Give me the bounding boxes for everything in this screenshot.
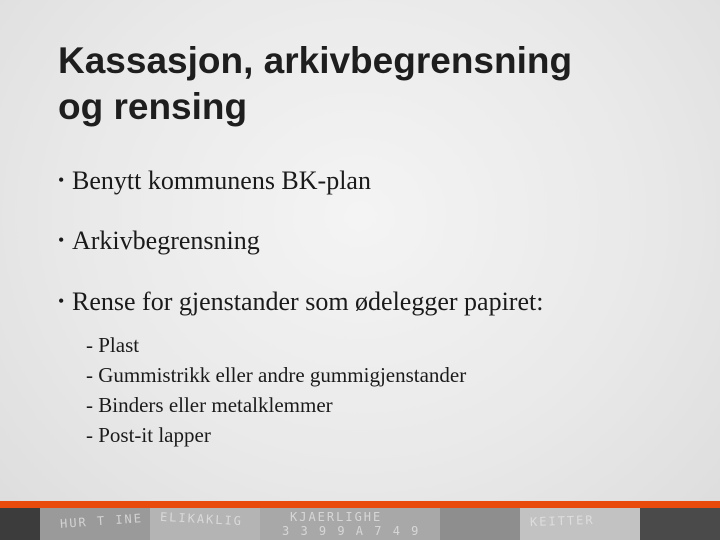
slide-title [58,38,678,130]
slide-title-line-1: Kassasjon, arkivbegrensning [58,40,573,81]
sub-list-item: - Post-it lapper [86,423,211,447]
bullet-item [58,226,260,256]
archive-photo-strip: HUR T INE ELIKAKLIG KJAERLIGHE 3 3 9 9 A 7 4 9 KEITTER [0,508,720,540]
bullet-item [58,287,543,317]
bullet-text: Rense for gjenstander som ødelegger papiret: [72,287,544,316]
bullet-item [58,166,371,196]
bullet-text: Arkivbegrensning [72,226,260,255]
slide-title-line-2: og rensing [58,86,248,127]
bullet-dot-icon: • [58,291,65,311]
sub-list [86,330,466,450]
bullet-dot-icon: • [58,170,65,190]
accent-divider [0,501,720,508]
sub-list-item: - Gummistrikk eller andre gummigjenstander [86,363,467,387]
sub-list-item: - Plast [86,333,140,357]
sub-list-item: - Binders eller metalklemmer [86,393,333,417]
bullet-dot-icon: • [58,230,65,250]
bullet-text: Benytt kommunens BK-plan [72,166,371,195]
